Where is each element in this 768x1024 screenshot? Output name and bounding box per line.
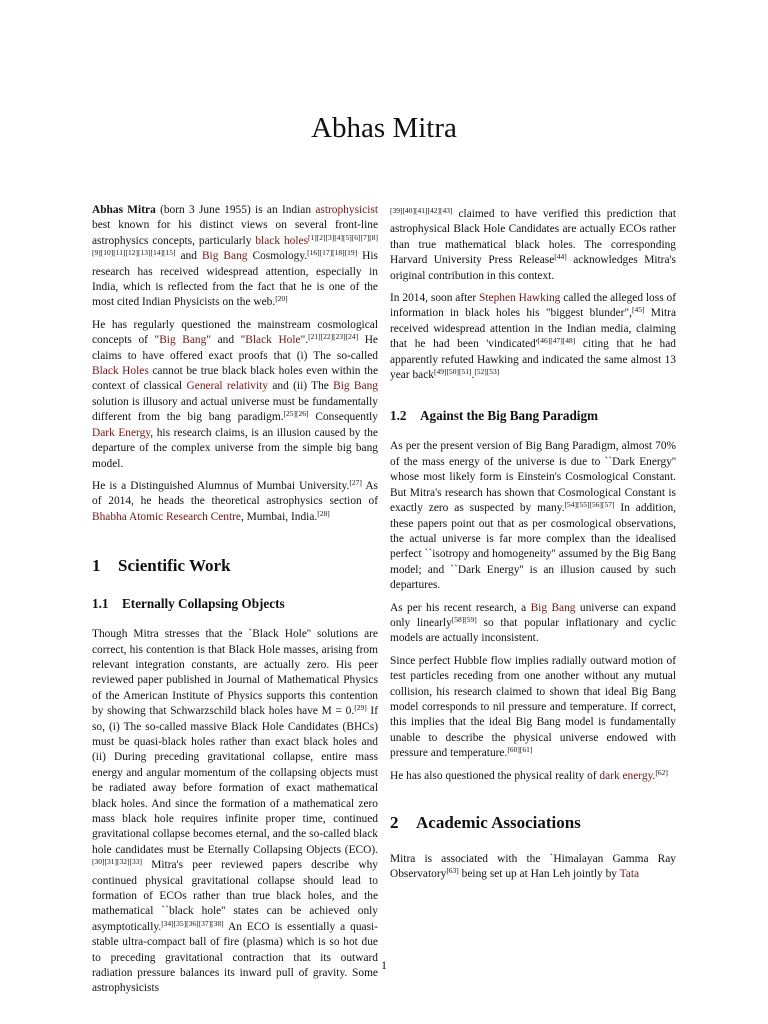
section-heading-scientific-work: 1 Scientific Work (92, 556, 231, 576)
link-dark-energy[interactable]: Dark Energy (92, 426, 151, 439)
link-astrophysicist[interactable]: astrophysicist (315, 204, 378, 216)
citation[interactable]: [46][47][48] (537, 336, 576, 346)
citation[interactable]: [52][53] (474, 367, 500, 377)
citation[interactable]: [28] (317, 508, 330, 518)
link-general-relativity[interactable]: General relativity (186, 380, 269, 393)
citation[interactable]: [1][2][3][4][5][6][7][8][9][10][11][12][13][14][15] (92, 232, 378, 258)
intro-paragraph-3: He is a Distinguished Alumnus of Mumbai University.[27] As of 2014, he heads the theoretical astrophysics section of Bhabha Atomic Research Centre, Mumbai, India.[28] (92, 477, 378, 523)
eco-paragraph-1-continued: [39][40][41][42][43] claimed to have verified this prediction that astrophysical Black Hole Candidates are actually ECOs rather than true mathematical black holes. The corresponding Harvard University Press Release[44] acknowledges Mitra's original contribution in this context. (390, 206, 676, 282)
link-big-bang[interactable]: Big Bang (530, 601, 576, 614)
citation[interactable]: [34][35][36][37][38] (161, 918, 224, 928)
citation[interactable]: [45] (631, 305, 645, 315)
link-barc[interactable]: Bhabha Atomic Research Centre (92, 510, 241, 523)
link-black-hole[interactable]: Black Hole (245, 334, 301, 347)
link-big-bang[interactable]: Big Bang (201, 250, 248, 263)
citation[interactable]: [29] (354, 703, 367, 713)
citation[interactable]: [63] (446, 866, 459, 876)
citation[interactable]: [58][59] (451, 614, 477, 624)
citation[interactable]: [39][40][41][42][43] (390, 206, 453, 215)
big-bang-paragraph-2: As per his recent research, a Big Bang universe can expand only linearly[58][59] so that popular inflationary and cyclic models are actually inconsistent. (390, 601, 676, 645)
citation[interactable]: [30][31][32][33] (92, 857, 142, 867)
link-tata[interactable]: Tata (619, 868, 640, 881)
page-number: 1 (381, 958, 387, 972)
citation[interactable]: [60][61] (507, 745, 533, 755)
citation[interactable]: [49][50][51] (433, 367, 472, 377)
link-black-holes[interactable]: black holes (255, 234, 309, 247)
page-title: Abhas Mitra (311, 112, 457, 144)
subsection-heading-big-bang: 1.2 Against the Big Bang Paradigm (390, 408, 599, 424)
eco-paragraph-1: Though Mitra stresses that the `Black Hole'' solutions are correct, his contention is that Black Hole masses, arising from relevant integration constants, are actually zero. His peer reviewed paper published in Journal of Mathematical Physics of the American Institute of Physics supports this contention by showing that Schwarzschild black holes have M = 0.[29] If so, (i) The so-called massive Black Hole Candidates (BHCs) must be quasi-black holes rather than exact black holes and (ii) During preceding gravitational collapse, entire mass energy and angular momentum of the collapsing objects must be radiated away before formation of exact mathematical black holes. And since the formation of a mathematical zero mass black hole requires infinite proper time, continued gravitational collapse becomes eternal, and the so-called black hole candidates must be Eternally Collapsing Objects (ECO).[30][31][32][33] Mitra's peer reviewed papers describe why continued physical gravitational collapse should lead to formation of ECOs rather than true black holes, and the mathematical ``black hole'' states can be achieved only asymptotically.[34][35][36][37][38] An ECO is essentially a quasi-stable ultra-compact ball of fire (plasma) which is so hot due to preceding gravitational contraction that its outward radiation pressure balances its inward pull of gravity. Some astrophysicists (92, 628, 378, 995)
citation[interactable]: [25][26] (283, 409, 309, 419)
link-dark-energy[interactable]: dark energy (599, 769, 653, 782)
link-black-holes[interactable]: Black Holes (92, 365, 149, 378)
right-column (390, 203, 676, 890)
big-bang-paragraph-3: Since perfect Hubble flow implies radially outward motion of test particles receding from one another without any mutual collision, his research claimed to shown that ideal Big Bang model corresponds to nil pressure and temperature. If correct, this implies that the ideal Big Bang model is fundamentally unable to describe the physical universe endowed with pressure and temperature.[60][61] (390, 654, 676, 760)
citation[interactable]: [62] (655, 767, 668, 777)
left-column (92, 203, 378, 995)
citation[interactable]: [44] (554, 252, 567, 262)
subject-name: Abhas Mitra (92, 204, 156, 216)
citation[interactable]: [27] (349, 477, 362, 487)
citation[interactable]: [20] (275, 294, 288, 304)
section-heading-academic-associations: 2 Academic Associations (390, 813, 581, 832)
academic-paragraph-1: Mitra is associated with the `Himalayan Gamma Ray Observatory[63] being set up at Han Leh jointly by Tata (390, 853, 676, 881)
big-bang-paragraph-4: He has also questioned the physical reality of dark energy.[62] (390, 767, 668, 782)
citation[interactable]: [16][17][18][19] (307, 248, 358, 258)
intro-paragraph-1: Abhas Mitra (born 3 June 1955) is an Indian astrophysicist best known for his distinct views on several front-line astrophysics concepts, particularly black holes[1][2][3][4][5][6][7][8][9][10][11][12][13][14][15] and Big Bang Cosmology.[16][17][18][19] His research has received widespread attention, especially in India, which is reflected from the fact that he is one of the most cited Indian Physicists on the web.[20] (92, 204, 378, 309)
link-big-bang[interactable]: Big Bang (159, 334, 207, 347)
link-stephen-hawking[interactable]: Stephen Hawking (479, 292, 561, 305)
eco-paragraph-2: In 2014, soon after Stephen Hawking called the alleged loss of information in black holes his "biggest blunder",[45] Mitra received widespread attention in the Indian media, claiming that he had been 'vindicated'[46][47][48] citing that he had apparently refuted Hawking and indicated the same almost 13 year back[49][50][51].[52][53] (390, 292, 677, 382)
citation[interactable]: [21][22][23][24] (308, 332, 359, 342)
link-big-bang[interactable]: Big Bang (333, 380, 378, 393)
intro-paragraph-2: He has regularly questioned the mainstream cosmological concepts of "Big Bang" and "Black Hole".[21][22][23][24] He claims to have offered exact proofs that (i) The so-called Black Holes cannot be true black black holes even within the context of classical General relativity and (ii) The Big Bang solution is illusory and actual universe must be fundamentally different from the big bang paradigm.[25][26] Consequently Dark Energy, his research claims, is an illusion caused by the departure of the complex universe from the simple big bang model. (92, 318, 378, 470)
subsection-heading-eco: 1.1 Eternally Collapsing Objects (92, 596, 285, 612)
citation[interactable]: [54][55][56][57] (564, 500, 615, 510)
big-bang-paragraph-1: As per the present version of Big Bang Paradigm, almost 70% of the mass energy of the universe is due to ``Dark Energy'' whose most likely form is Einstein's Cosmological Constant. But Mitra's research has shown that Cosmological Constant is exactly zero as suspected by many.[54][55][56][57] In addition, these papers point out that as per cosmological observations, the actual universe is far more complex than the idealised perfect ``isotropy and homogeneity'' assumed by the Big Bang model; and ``Dark Energy'' is an illusion caused by such departures. (390, 440, 676, 592)
